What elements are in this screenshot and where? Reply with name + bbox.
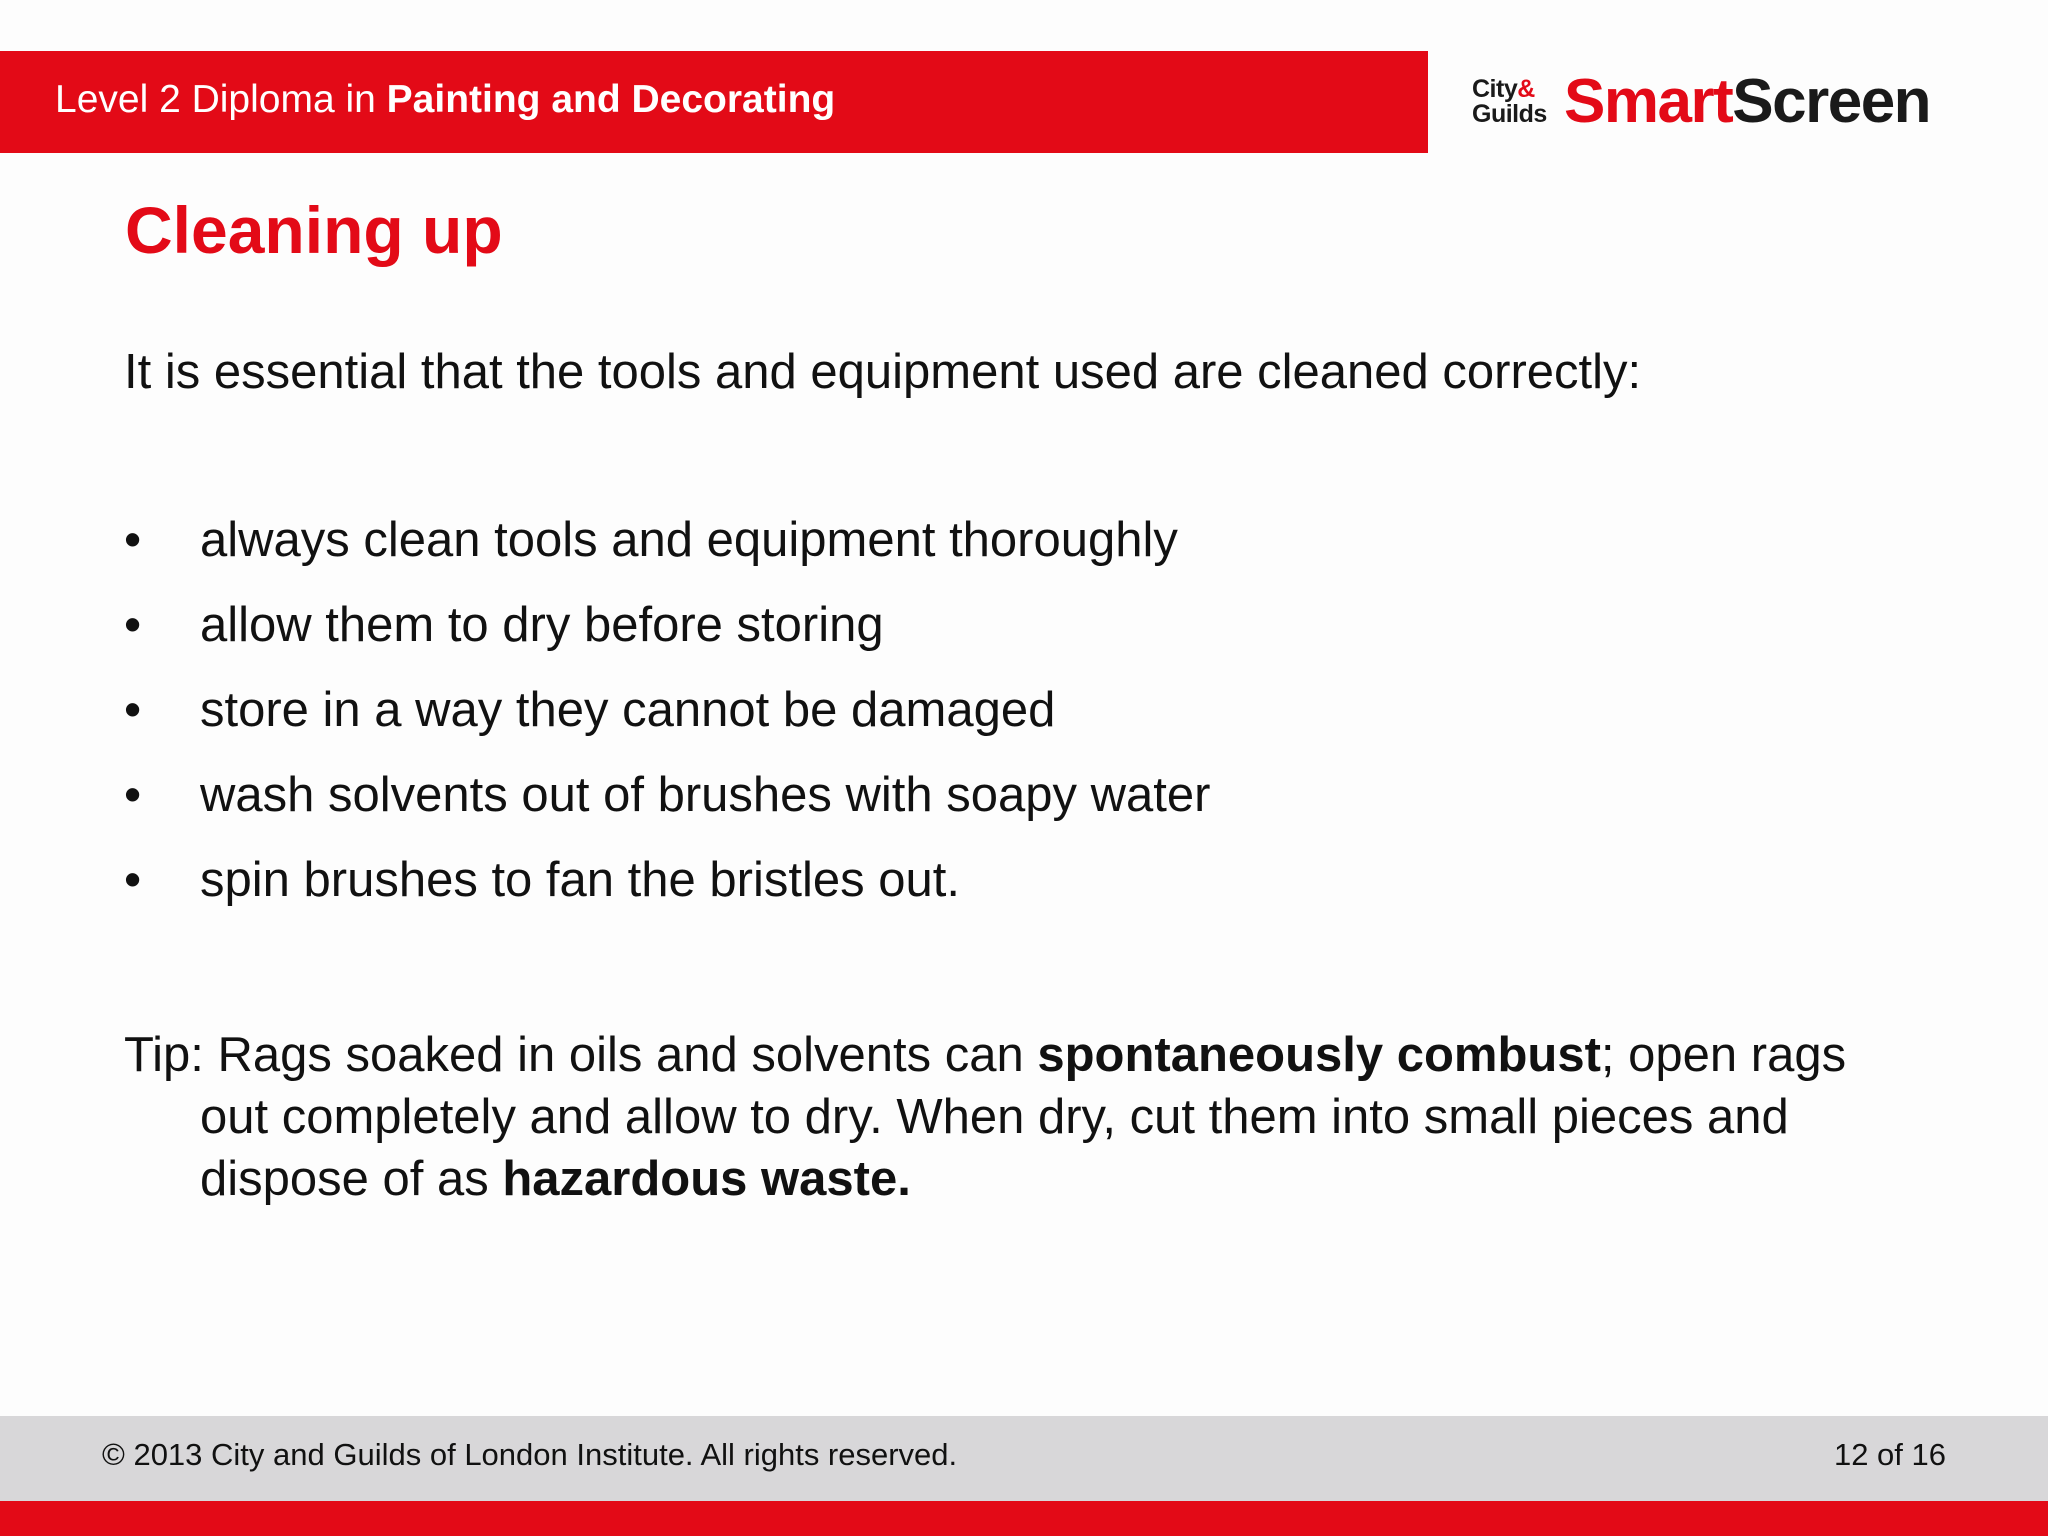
tip-emphasis-hazardous: hazardous waste.	[502, 1152, 911, 1206]
copyright-notice: © 2013 City and Guilds of London Institute. All rights reserved.	[102, 1437, 958, 1472]
tip-text-1: Tip: Rags soaked in oils and solvents can	[124, 1028, 1038, 1082]
city-and-guilds-logo	[1472, 77, 1547, 127]
logo-amp: &	[1517, 75, 1535, 103]
bullet-text: always clean tools and equipment thoroughly	[200, 513, 1178, 567]
logo-city: City	[1472, 75, 1518, 103]
bullet-text: allow them to dry before storing	[200, 598, 884, 652]
tip-text-3: dispose of as	[200, 1152, 503, 1206]
tip-text-2: ; open rags	[1600, 1028, 1847, 1082]
bottom-accent-strip	[0, 1501, 2048, 1536]
tip-paragraph	[124, 1024, 1944, 1210]
logo-screen: Screen	[1732, 67, 1931, 136]
bullet-text: wash solvents out of brushes with soapy water	[200, 768, 1211, 822]
logo-guilds: Guilds	[1472, 100, 1547, 128]
smartscreen-wordmark	[1564, 66, 1930, 137]
bullet-icon: •	[124, 598, 142, 652]
bullet-text: spin brushes to fan the bristles out.	[200, 853, 960, 907]
logo-smart: Smart	[1564, 67, 1733, 136]
tip-line-2: out completely and allow to dry. When dry, cut them into small pieces and	[200, 1090, 1789, 1144]
slide-title: Cleaning up	[125, 193, 503, 267]
course-title	[55, 78, 835, 122]
page-indicator: 12 of 16	[1833, 1437, 1946, 1472]
bullet-icon: •	[124, 513, 142, 567]
tip-line-1	[124, 1024, 1944, 1086]
bullet-icon: •	[124, 853, 142, 907]
tip-line-3	[124, 1148, 1944, 1210]
bullet-icon: •	[124, 768, 142, 822]
intro-text: It is essential that the tools and equipment used are cleaned correctly:	[124, 345, 1642, 399]
bullet-text: store in a way they cannot be damaged	[200, 683, 1056, 737]
course-name: Painting and Decorating	[386, 78, 836, 121]
course-prefix: Level 2 Diploma in	[55, 78, 387, 121]
bullet-icon: •	[124, 683, 142, 737]
tip-emphasis-combust: spontaneously combust	[1037, 1028, 1601, 1082]
